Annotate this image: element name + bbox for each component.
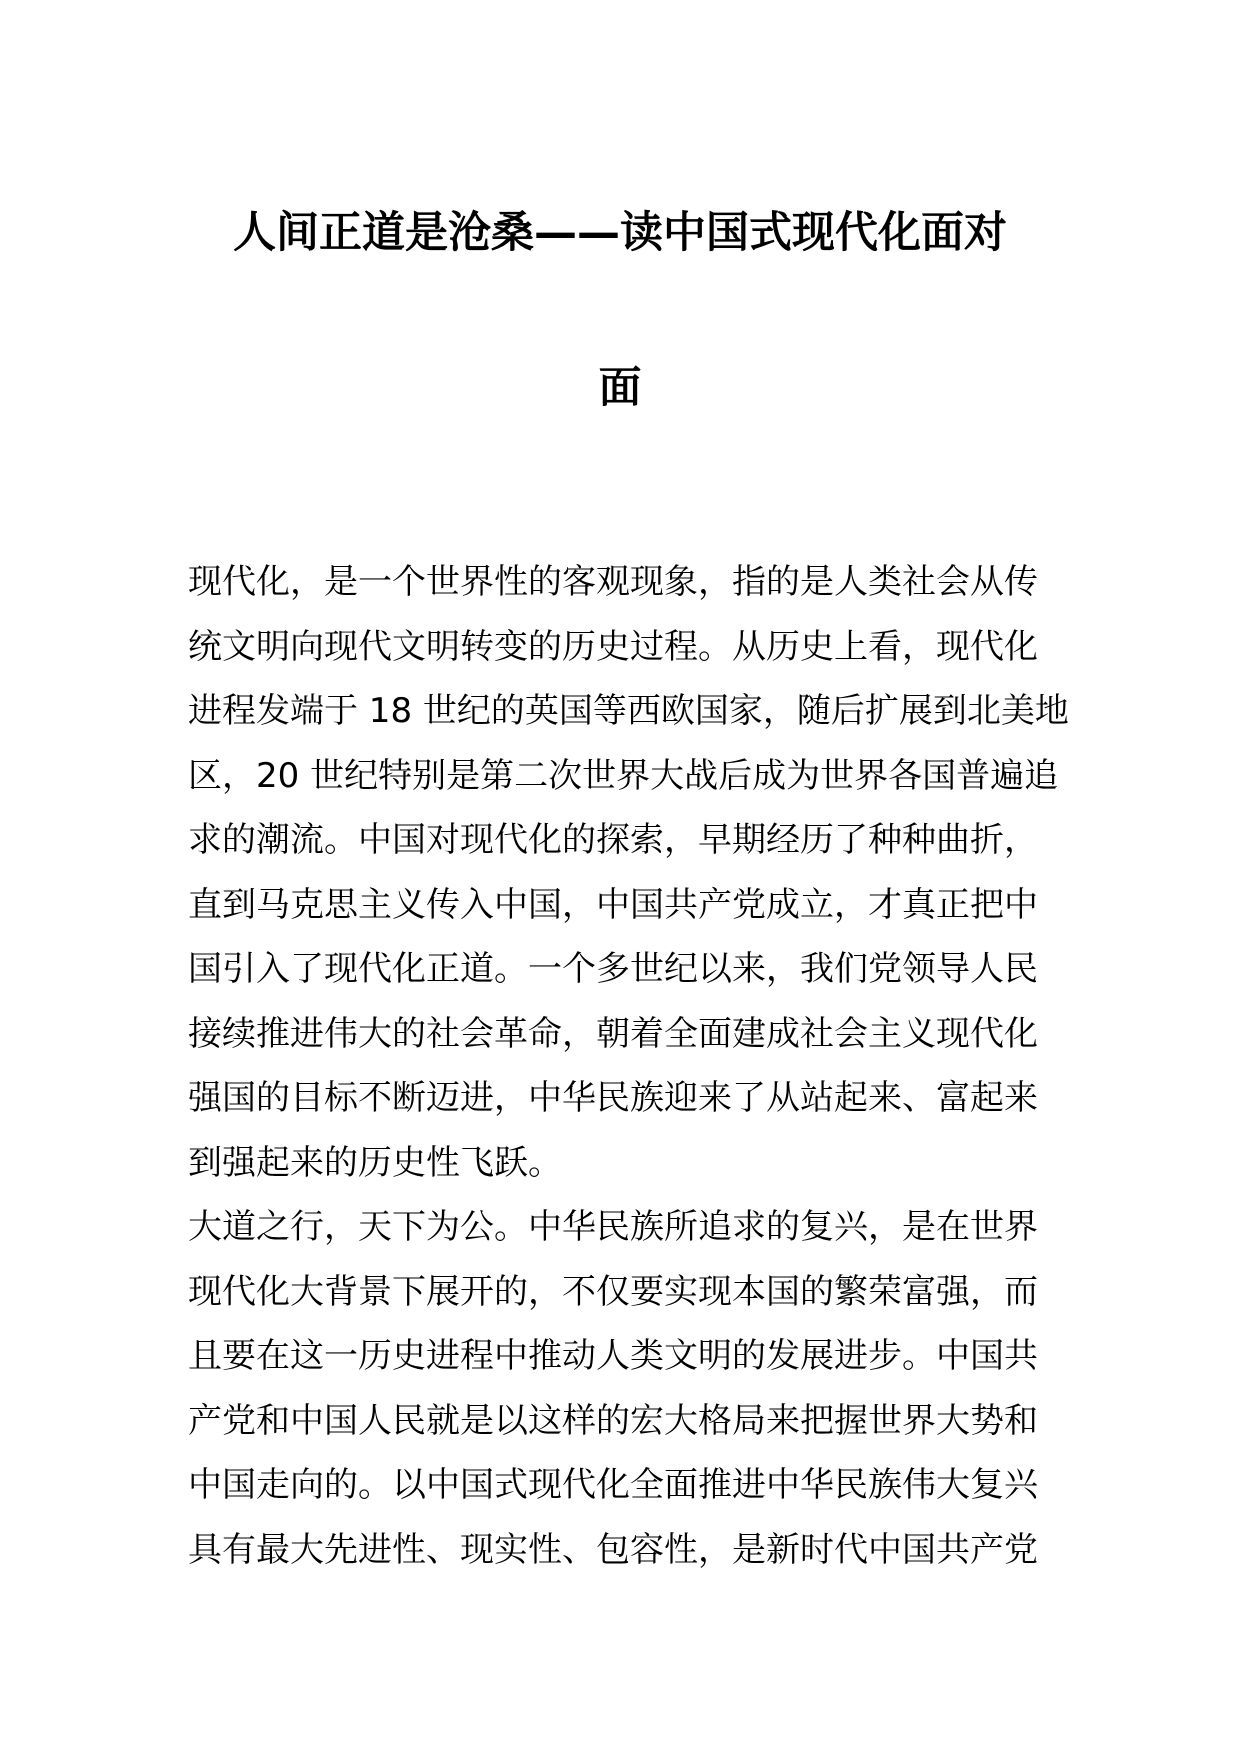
body-line: 且要在这一历史进程中推动人类文明的发展进步。中国共 xyxy=(188,1336,1038,1376)
body-line: 强国的目标不断迈进，中华民族迎来了从站起来、富起来 xyxy=(188,1078,1038,1118)
document-body xyxy=(188,550,1068,1582)
body-line: 区，20 世纪特别是第二次世界大战后成为世界各国普遍追 xyxy=(188,755,1059,796)
document-title-line-1: 人间正道是沧桑——读中国式现代化面对 xyxy=(233,208,1007,258)
body-line: 中国走向的。以中国式现代化全面推进中华民族伟大复兴 xyxy=(188,1465,1038,1505)
body-line: 求的潮流。中国对现代化的探索，早期经历了种种曲折， xyxy=(188,820,1038,860)
body-line: 接续推进伟大的社会革命，朝着全面建成社会主义现代化 xyxy=(188,1013,1038,1054)
body-line: 现代化，是一个世界性的客观现象，指的是人类社会从传 xyxy=(188,562,1038,602)
body-line: 到强起来的历史性飞跃。 xyxy=(188,1142,562,1183)
body-line: 大道之行，天下为公。中华民族所追求的复兴，是在世界 xyxy=(188,1207,1038,1247)
body-line: 产党和中国人民就是以这样的宏大格局来把握世界大势和 xyxy=(188,1400,1038,1441)
body-line: 进程发端于 18 世纪的英国等西欧国家，随后扩展到北美地 xyxy=(188,691,1069,731)
document-title-line-2: 面 xyxy=(598,363,642,413)
body-line: 具有最大先进性、现实性、包容性，是新时代中国共产党 xyxy=(188,1529,1038,1570)
body-line: 现代化大背景下展开的，不仅要实现本国的繁荣富强，而 xyxy=(188,1271,1038,1312)
body-line: 直到马克思主义传入中国，中国共产党成立，才真正把中 xyxy=(188,884,1038,925)
body-line: 统文明向现代文明转变的历史过程。从历史上看，现代化 xyxy=(188,626,1038,667)
body-line: 国引入了现代化正道。一个多世纪以来，我们党领导人民 xyxy=(188,949,1038,989)
